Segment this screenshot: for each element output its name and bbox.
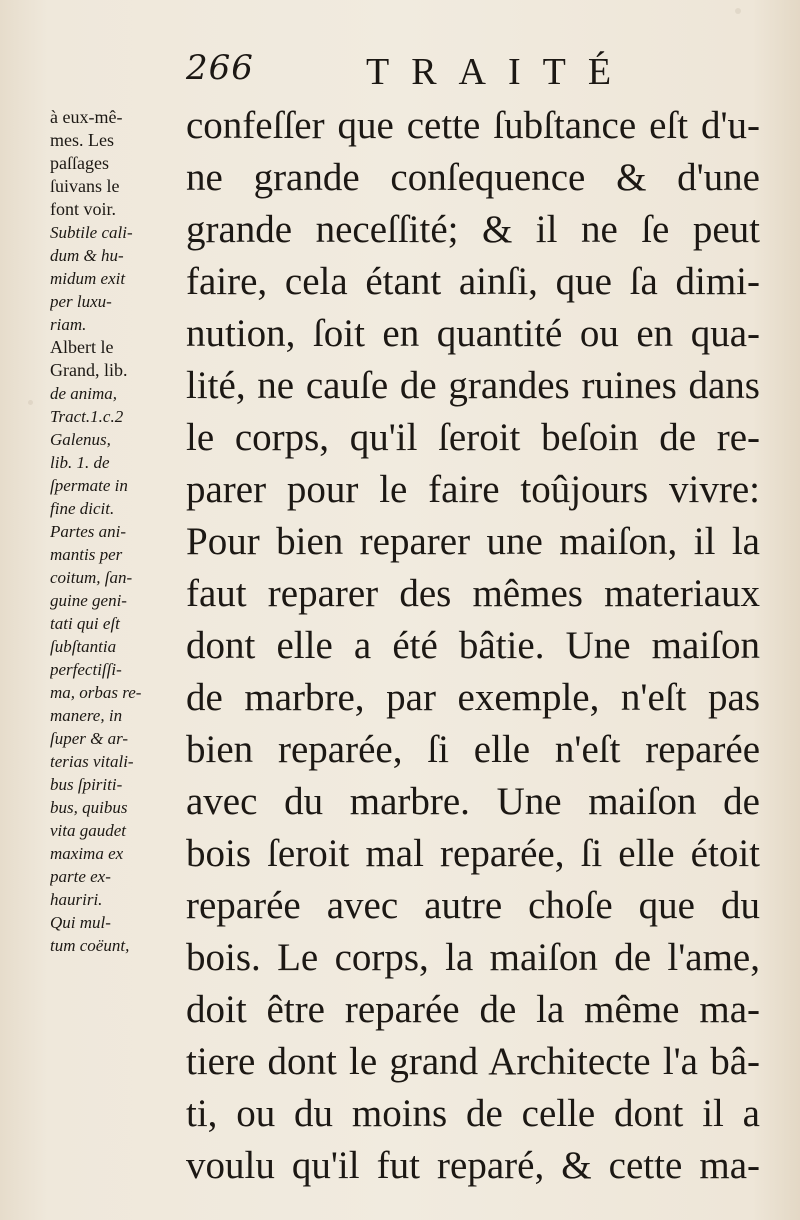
text-line: ne grande conſequence & d'une — [186, 156, 760, 199]
margin-note-line: ſuper & ar- — [50, 729, 129, 748]
margin-note-line: Grand, lib. — [50, 360, 128, 380]
paper-spot — [735, 8, 741, 14]
text-line: bien reparée, ſi elle n'eſt reparée — [186, 728, 760, 771]
text-line: faut reparer des mêmes materiaux — [186, 572, 760, 615]
text-line: voulu qu'il fut reparé, & cette ma- — [186, 1144, 760, 1187]
body-text — [186, 100, 760, 1192]
margin-note-line: coitum, ſan- — [50, 568, 133, 587]
text-line: reparée avec autre choſe que du — [186, 884, 760, 927]
margin-note-line: per luxu- — [50, 292, 112, 311]
margin-note-line: tati qui eſt — [50, 614, 120, 633]
text-line: lité, ne cauſe de grandes ruines dans — [186, 364, 760, 407]
margin-note-line: ſuivans le — [50, 176, 120, 196]
margin-note-line: bus ſpiriti- — [50, 775, 123, 794]
text-line: grande neceſſité; & il ne ſe peut — [186, 208, 760, 251]
margin-note-line: Subtile cali- — [50, 223, 133, 242]
margin-note-line: Tract.1.c.2 — [50, 407, 124, 426]
margin-note-line: ma, orbas re- — [50, 683, 142, 702]
page-number: 266 — [186, 48, 254, 88]
margin-note-line: ſubſtantia — [50, 637, 117, 656]
paper-spot — [28, 400, 33, 405]
margin-note-line: perfectiſſi- — [50, 660, 122, 679]
margin-note-line: riam. — [50, 315, 87, 334]
margin-note-line: terias vitali- — [50, 752, 134, 771]
margin-note-line: vita gaudet — [50, 821, 127, 840]
margin-note-line: tum coëunt, — [50, 936, 130, 955]
running-title: TRAITÉ — [366, 51, 634, 93]
margin-note-line: font voir. — [50, 199, 116, 219]
margin-note-line: Qui mul- — [50, 913, 111, 932]
margin-note-line: Partes ani- — [50, 522, 127, 541]
margin-note-line: mes. Les — [50, 130, 114, 150]
text-line: avec du marbre. Une maiſon de — [186, 780, 760, 823]
margin-note-line: de anima, — [50, 384, 118, 403]
text-line: tiere dont le grand Architecte l'a bâ- — [186, 1040, 760, 1083]
margin-note-line: bus, quibus — [50, 798, 128, 817]
text-line: le corps, qu'il ſeroit beſoin de re- — [186, 416, 760, 459]
margin-note-line: Galenus, — [50, 430, 111, 449]
text-line: bois ſeroit mal reparée, ſi elle étoit — [186, 832, 760, 875]
page-header — [0, 48, 800, 98]
margin-note-line: guine geni- — [50, 591, 127, 610]
text-line: Pour bien reparer une maiſon, il la — [186, 520, 760, 563]
margin-notes — [50, 106, 182, 957]
margin-note-line: parte ex- — [50, 867, 111, 886]
margin-note-line: midum exit — [50, 269, 126, 288]
margin-note-line: ſpermate in — [50, 476, 128, 495]
text-line: de marbre, par exemple, n'eſt pas — [186, 676, 760, 719]
margin-note-line: manere, in — [50, 706, 123, 725]
margin-note-line: hauriri. — [50, 890, 103, 909]
text-line: nution, ſoit en quantité ou en qua- — [186, 312, 760, 355]
text-line: confeſſer que cette ſubſtance eſt d'u- — [186, 104, 760, 147]
margin-note-line: fine dicit. — [50, 499, 115, 518]
margin-note-line: mantis per — [50, 545, 123, 564]
text-line: parer pour le faire toûjours vivre: — [186, 468, 760, 511]
margin-note-line: Albert le — [50, 337, 114, 357]
margin-note-line: paſſages — [50, 153, 109, 173]
text-line: doit être reparée de la même ma- — [186, 988, 760, 1031]
text-line: ti, ou du moins de celle dont il a — [186, 1092, 760, 1135]
margin-note-line: dum & hu- — [50, 246, 124, 265]
margin-note-line: à eux-mê- — [50, 107, 123, 127]
text-line: faire, cela étant ainſi, que ſa dimi- — [186, 260, 760, 303]
margin-note-line: maxima ex — [50, 844, 124, 863]
text-line: bois. Le corps, la maiſon de l'ame, — [186, 936, 760, 979]
margin-note-line: lib. 1. de — [50, 453, 110, 472]
text-line: dont elle a été bâtie. Une maiſon — [186, 624, 760, 667]
